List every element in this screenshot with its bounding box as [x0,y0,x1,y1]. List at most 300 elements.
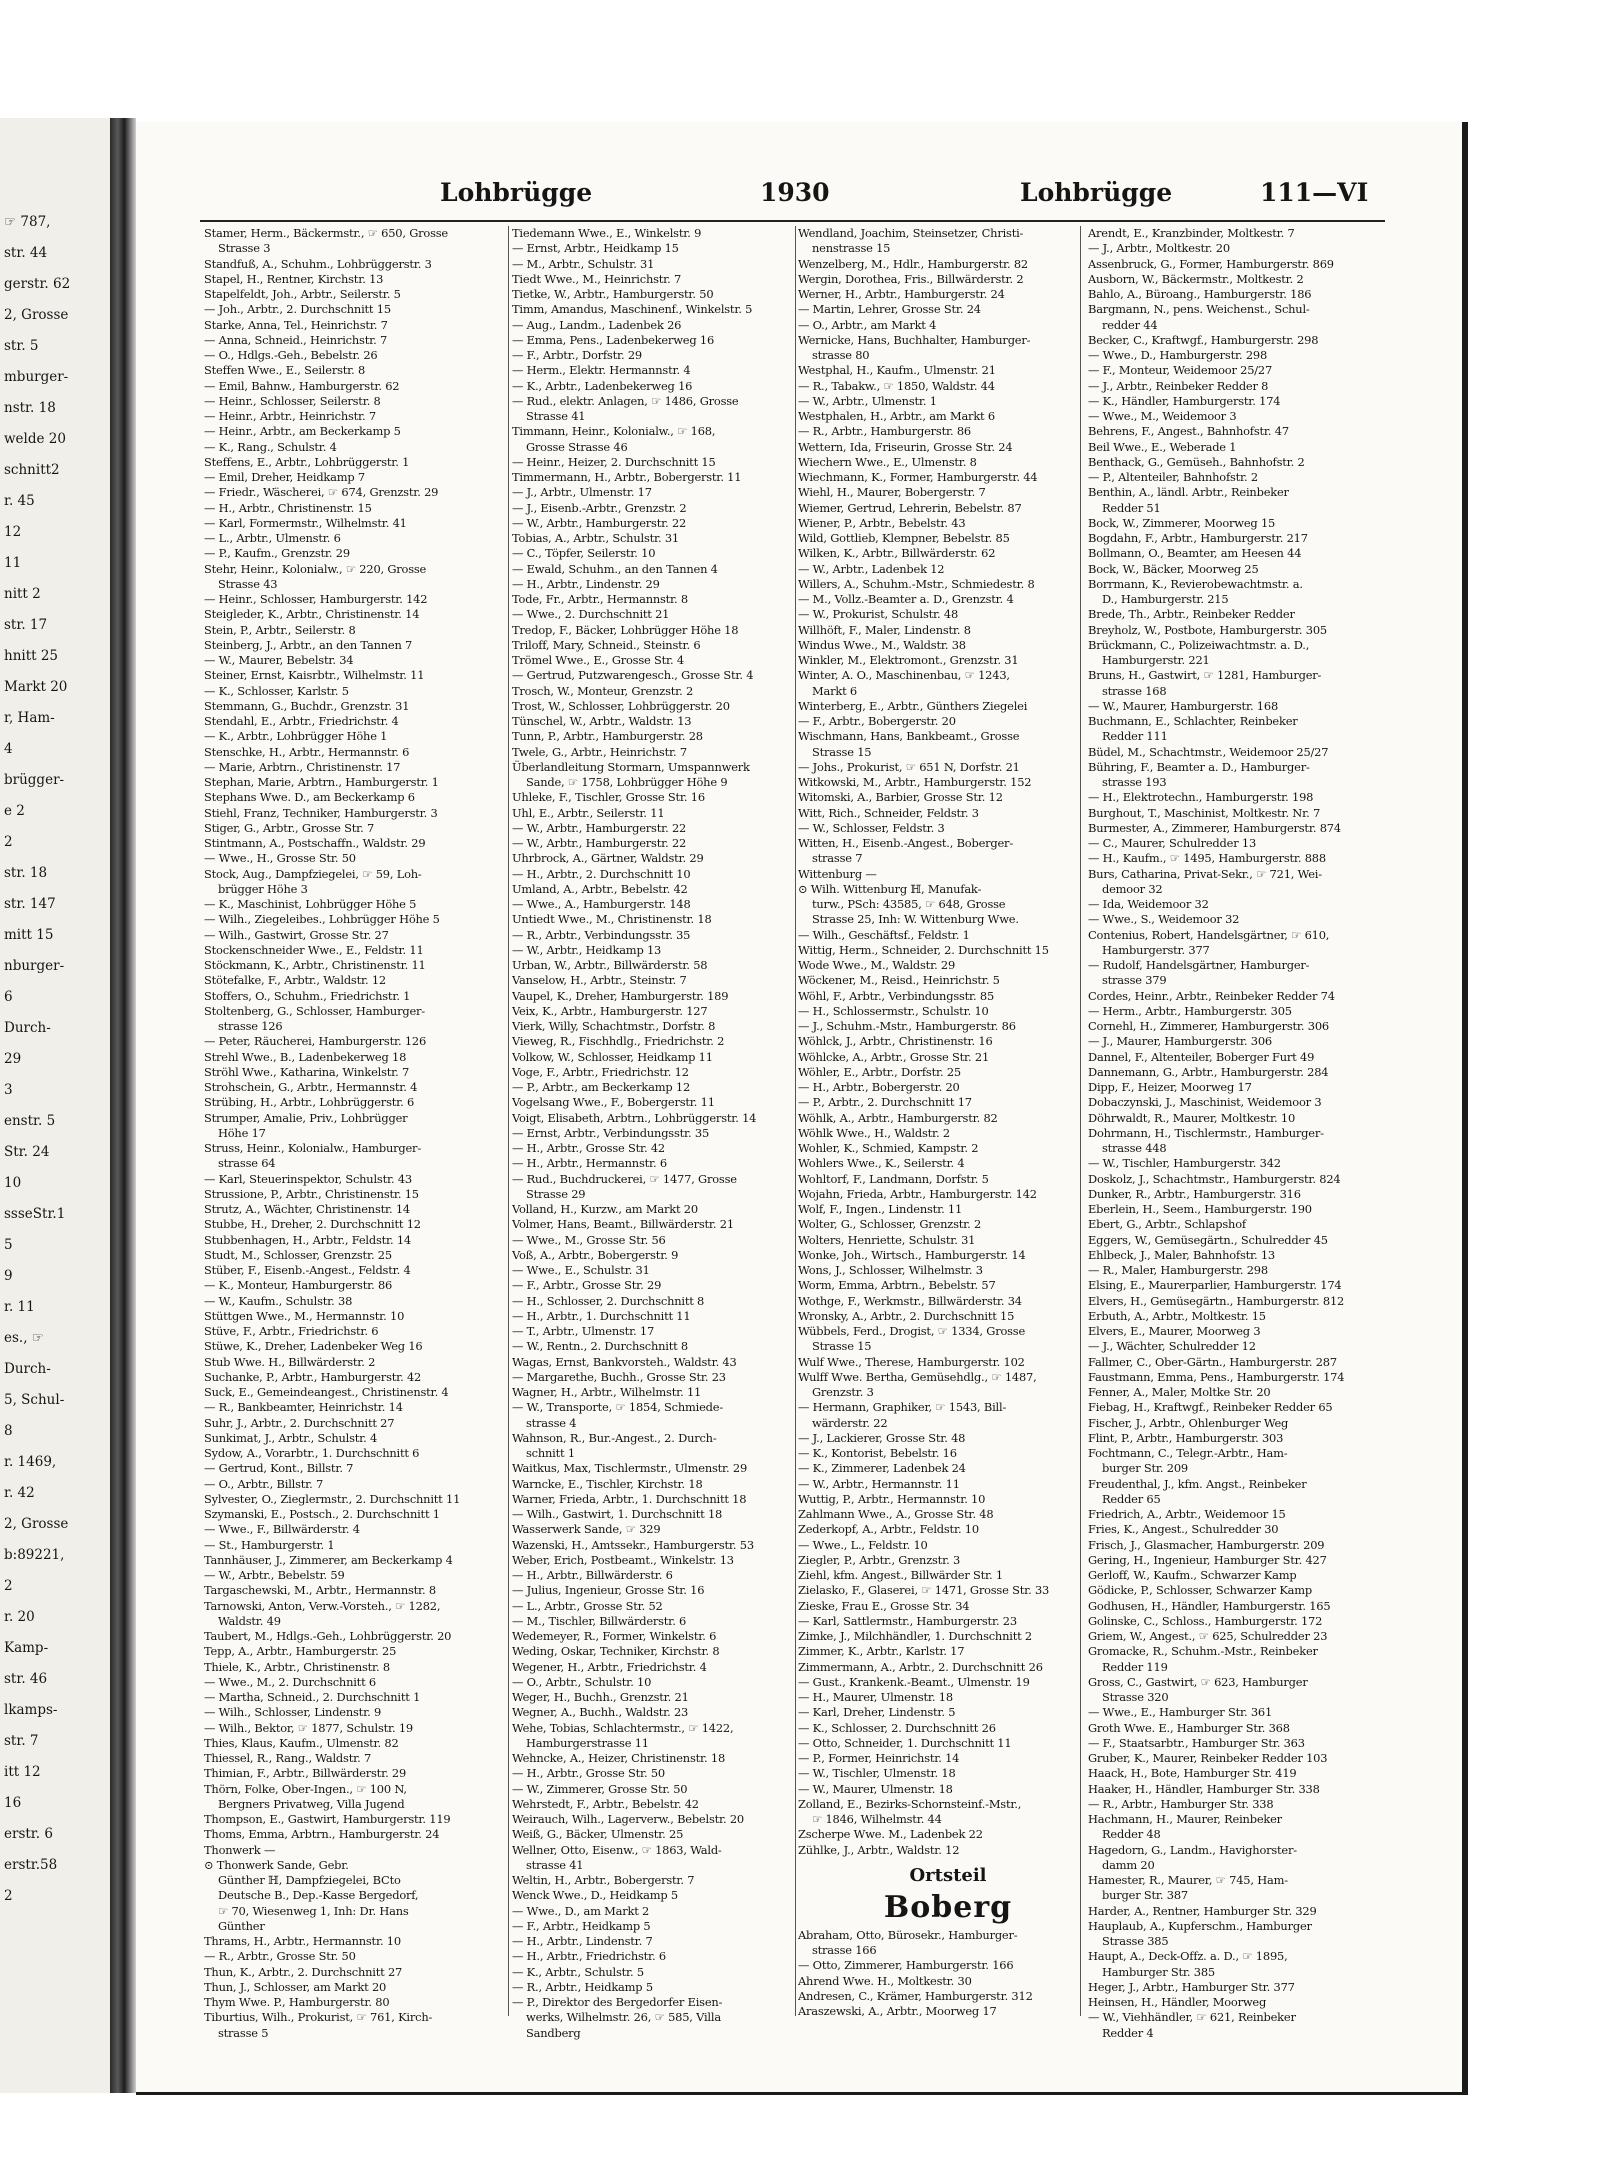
directory-entry: Wagas, Ernst, Bankvorsteh., Waldstr. 43 [512,1354,737,1369]
directory-entry: Harder, A., Rentner, Hamburger Str. 329 [1088,1903,1317,1918]
directory-entry: — W., Arbtr., Hermannstr. 11 [798,1476,960,1491]
directory-entry: Zimmer, K., Arbtr., Karlstr. 17 [798,1644,965,1659]
directory-entry: Strasse 41 [526,409,586,423]
page-number: 111—VI [1260,178,1369,207]
directory-entry: — Friedr., Wäscherei, ☞ 674, Grenzstr. 29 [204,485,439,500]
facing-page-fragment: 5 [4,1237,13,1253]
directory-entry: — F., Arbtr., Grosse Str. 29 [512,1278,662,1293]
directory-entry: Weirauch, Wilh., Lagerverw., Bebelstr. 20 [512,1812,744,1826]
directory-entry: Wazenski, H., Amtssekr., Hamburgerstr. 53 [512,1537,754,1552]
directory-entry: Ausborn, W., Bäckermstr., Moltkestr. 2 [1088,271,1304,286]
directory-entry: Weber, Erich, Postbeamt., Winkelstr. 13 [512,1552,734,1567]
directory-entry: Buchmann, E., Schlachter, Reinbeker [1088,714,1298,728]
column-divider [1080,226,1081,2016]
facing-page-fragment: 9 [4,1268,13,1284]
directory-entry: Wöhlk, A., Arbtr., Hamburgerstr. 82 [798,1110,998,1125]
directory-entry: — Heinr., Arbtr., am Beckerkamp 5 [204,424,401,439]
directory-entry: Thonwerk — [204,1842,276,1857]
directory-entry: Wehe, Tobias, Schlachtermstr., ☞ 1422, [512,1720,734,1735]
directory-entry: strasse 5 [218,2025,269,2040]
directory-entry: Targaschewski, M., Arbtr., Hermannstr. 8 [204,1583,436,1598]
directory-entry: Steigleder, K., Arbtr., Christinenstr. 14 [204,607,420,622]
directory-entry: Grosse Strasse 46 [526,439,628,454]
facing-page-fragment: 2, Grosse [4,307,69,323]
directory-entry: strasse 379 [1102,973,1167,988]
directory-entry: — Wilh., Schlosser, Lindenstr. 9 [204,1705,382,1720]
facing-page-fragment: 2, Grosse [4,1516,69,1532]
directory-entry: Stüve, F., Arbtr., Friedrichstr. 6 [204,1324,379,1338]
directory-entry: Brückmann, C., Polizeiwachtmstr. a. D., [1088,637,1310,652]
directory-entry: Freudenthal, J., kfm. Angst., Reinbeker [1088,1476,1307,1491]
directory-entry: strasse 7 [812,851,863,866]
directory-entry: Borrmann, K., Revierobewachtmstr. a. [1088,576,1303,591]
directory-entry: — Marie, Arbtrn., Christinenstr. 17 [204,759,401,774]
directory-entry: Stoltenberg, G., Schlosser, Hamburger- [204,1003,425,1018]
directory-entry: Bogdahn, F., Arbtr., Hamburgerstr. 217 [1088,531,1308,545]
directory-entry: demoor 32 [1102,881,1163,896]
directory-entry: — M., Tischler, Billwärderstr. 6 [512,1613,687,1628]
directory-entry: Dohrmann, H., Tischlermstr., Hamburger- [1088,1125,1324,1140]
directory-entry: Wernicke, Hans, Buchhalter, Hamburger- [798,332,1031,347]
directory-entry: Weger, H., Buchh., Grenzstr. 21 [512,1690,689,1704]
facing-page-fragment: r. 20 [4,1609,35,1625]
directory-entry: Thym Wwe. P., Hamburgerstr. 80 [204,1995,390,2009]
facing-page-fragment: itt 12 [4,1764,41,1780]
facing-page-fragment: 16 [4,1795,22,1811]
directory-entry: — M., Vollz.-Beamter a. D., Grenzstr. 4 [798,592,1014,606]
directory-entry: Tiedemann Wwe., E., Winkelstr. 9 [512,226,702,240]
directory-entry: Brede, Th., Arbtr., Reinbeker Redder [1088,607,1295,622]
directory-entry: Triloff, Mary, Schneid., Steinstr. 6 [512,637,701,652]
directory-entry: — Wwe., M., Grosse Str. 56 [512,1232,666,1247]
facing-page-fragment: lkamps- [4,1702,58,1718]
directory-entry: — K., Schlosser, 2. Durchschnitt 26 [798,1720,996,1735]
directory-entry: strasse 193 [1102,775,1167,789]
running-title-left: Lohbrügge [440,178,593,207]
directory-entry: — Heinr., Heizer, 2. Durchschnitt 15 [512,454,716,469]
directory-entry: Sydow, A., Vorarbtr., 1. Durchschnitt 6 [204,1446,420,1460]
directory-entry: Eberlein, H., Seem., Hamburgerstr. 190 [1088,1202,1312,1216]
directory-entry: Stubbenhagen, H., Arbtr., Feldstr. 14 [204,1232,411,1247]
directory-entry: Hamburgerstr. 221 [1102,653,1210,667]
directory-entry: — F., Arbtr., Bobergerstr. 20 [798,714,956,728]
directory-entry: — Gertrud, Kont., Billstr. 7 [204,1461,354,1476]
directory-entry: Elvers, H., Gemüsegärtn., Hamburgerstr. 812 [1088,1293,1345,1308]
directory-entry: Redder 111 [1102,729,1168,744]
directory-entry: Thörn, Folke, Ober-Ingen., ☞ 100 N, [204,1781,407,1796]
directory-entry: Wöhl, F., Arbtr., Verbindungsstr. 85 [798,988,995,1003]
directory-entry: Tunn, P., Arbtr., Hamburgerstr. 28 [512,729,703,744]
facing-page-fragment: Kamp- [4,1640,49,1656]
directory-entry: Westphal, H., Kaufm., Ulmenstr. 21 [798,363,996,378]
directory-entry: — F., Arbtr., Dorfstr. 29 [512,348,642,362]
directory-entry: — Karl, Sattlermstr., Hamburgerstr. 23 [798,1613,1017,1628]
directory-entry: — P., Arbtr., am Beckerkamp 12 [512,1080,691,1094]
directory-entry: Andresen, C., Krämer, Hamburgerstr. 312 [798,1988,1033,2003]
directory-entry: Flint, P., Arbtr., Hamburgerstr. 303 [1088,1430,1284,1445]
directory-entry: Thoms, Emma, Arbtrn., Hamburgerstr. 24 [204,1827,440,1842]
directory-entry: Voge, F., Arbtr., Friedrichstr. 12 [512,1064,689,1079]
directory-entry: Wojahn, Frieda, Arbtr., Hamburgerstr. 142 [798,1186,1037,1201]
directory-entry: — O., Arbtr., am Markt 4 [798,317,937,332]
directory-entry: Dunker, R., Arbtr., Hamburgerstr. 316 [1088,1186,1301,1201]
directory-entry: Strussione, P., Arbtr., Christinenstr. 15 [204,1186,419,1201]
directory-entry: Redder 51 [1102,500,1161,515]
directory-entry: Stöckmann, K., Arbtr., Christinenstr. 11 [204,958,426,972]
directory-entry: Beil Wwe., E., Weberade 1 [1088,439,1237,454]
directory-entry: D., Hamburgerstr. 215 [1102,592,1229,606]
directory-entry: — Wwe., H., Grosse Str. 50 [204,851,356,866]
directory-entry: Zieske, Frau E., Grosse Str. 34 [798,1598,970,1613]
directory-entry: Fiebag, H., Kraftwgf., Reinbeker Redder 65 [1088,1400,1333,1415]
directory-entry: Bergners Privatweg, Villa Jugend [218,1796,405,1811]
directory-entry: Stenschke, H., Arbtr., Hermannstr. 6 [204,744,410,759]
directory-entry: — W., Schlosser, Feldstr. 3 [798,820,945,835]
directory-entry: Stockenschneider Wwe., E., Feldstr. 11 [204,942,424,957]
directory-entry: Witkowski, M., Arbtr., Hamburgerstr. 152 [798,775,1032,789]
directory-entry: Stiehl, Franz, Techniker, Hamburgerstr. 3 [204,805,438,820]
directory-entry: — Wwe., D., Hamburgerstr. 298 [1088,348,1268,362]
directory-entry: Hamester, R., Maurer, ☞ 745, Ham- [1088,1873,1288,1887]
directory-entry: Gross, C., Gastwirt, ☞ 623, Hamburger [1088,1674,1308,1689]
facing-page-fragment: Durch- [4,1020,51,1036]
directory-entry: Worm, Emma, Arbtrn., Bebelstr. 57 [798,1278,996,1293]
directory-entry: Wischmann, Hans, Bankbeamt., Grosse [798,729,1020,744]
facing-page-fragment: 2 [4,1888,13,1904]
directory-entry: Strasse 15 [812,1339,872,1354]
directory-entry: — C., Töpfer, Seilerstr. 10 [512,546,656,561]
directory-entry: — Wwe., E., Hamburger Str. 361 [1088,1705,1273,1720]
facing-page-fragment: ssseStr.1 [4,1206,66,1222]
directory-entry: Burmester, A., Zimmerer, Hamburgerstr. 874 [1088,820,1341,835]
directory-entry: — W., Arbtr., Heidkamp 13 [512,942,662,957]
directory-entry: Wagner, H., Arbtr., Wilhelmstr. 11 [512,1385,702,1399]
directory-entry: Haack, H., Bote, Hamburger Str. 419 [1088,1766,1297,1781]
directory-entry: Witt, Rich., Schneider, Feldstr. 3 [798,805,979,820]
directory-entry: — W., Arbtr., Ladenbek 12 [798,561,945,576]
directory-entry: Weltin, H., Arbtr., Bobergerstr. 7 [512,1873,695,1887]
directory-entry: Burs, Catharina, Privat-Sekr., ☞ 721, Wei- [1088,866,1322,881]
directory-entry: Wellner, Otto, Eisenw., ☞ 1863, Wald- [512,1842,722,1857]
directory-entry: Redder 48 [1102,1827,1161,1842]
directory-entry: — W., Viehhändler, ☞ 621, Reinbeker [1088,2010,1296,2025]
directory-entry: Vieweg, R., Fischhdlg., Friedrichstr. 2 [512,1034,725,1049]
directory-entry: Wild, Gottlieb, Klempner, Bebelstr. 85 [798,531,1010,545]
directory-entry: Wahnson, R., Bur.-Angest., 2. Durch- [512,1430,717,1445]
directory-entry: Bahlo, A., Büroang., Hamburgerstr. 186 [1088,287,1312,301]
directory-entry: — O., Hdlgs.-Geh., Bebelstr. 26 [204,348,378,362]
directory-entry: strasse 168 [1102,683,1167,698]
directory-entry: burger Str. 387 [1102,1888,1188,1903]
facing-page-fragment: schnitt2 [4,462,60,478]
directory-entry: Urban, W., Arbtr., Billwärderstr. 58 [512,958,708,972]
directory-entry: Untiedt Wwe., M., Christinenstr. 18 [512,912,712,927]
facing-page-fragment: 10 [4,1175,22,1191]
column-4 [1088,226,1388,2046]
directory-entry: — Ida, Weidemoor 32 [1088,897,1209,911]
facing-page-fragment: str. 17 [4,617,48,633]
directory-entry: Dipp, F., Heizer, Moorweg 17 [1088,1080,1252,1094]
directory-entry: — Wwe., A., Hamburgerstr. 148 [512,897,691,911]
directory-entry: Werner, H., Arbtr., Hamburgerstr. 24 [798,287,1005,301]
directory-entry: Elvers, E., Maurer, Moorweg 3 [1088,1324,1261,1338]
directory-entry: — K., Händler, Hamburgerstr. 174 [1088,393,1281,408]
directory-entry: Tepp, A., Arbtr., Hamburgerstr. 25 [204,1644,397,1659]
directory-entry: Wenzelberg, M., Hdlr., Hamburgerstr. 82 [798,256,1028,271]
directory-entry: Stüber, F., Eisenb.-Angest., Feldstr. 4 [204,1263,411,1277]
facing-page-fragment: 29 [4,1051,22,1067]
directory-entry: Redder 65 [1102,1491,1161,1506]
directory-entry: — Wwe., E., Schulstr. 31 [512,1263,650,1277]
directory-entry: Ströhl Wwe., Katharina, Winkelstr. 7 [204,1064,410,1079]
directory-entry: Steiner, Ernst, Kaisrbtr., Wilhelmstr. 11 [204,668,425,683]
directory-entry: Tannhäuser, J., Zimmerer, am Beckerkamp 4 [204,1552,453,1567]
facing-page-fragment: erstr. 6 [4,1826,53,1842]
directory-entry: Wolf, F., Ingen., Lindenstr. 11 [798,1202,963,1216]
facing-page-fragment: 8 [4,1423,13,1439]
directory-entry: Vanselow, H., Arbtr., Steinstr. 7 [512,973,687,988]
directory-entry: — R., Maler, Hamburgerstr. 298 [1088,1263,1268,1277]
directory-entry: Wittenburg — [798,866,877,881]
facing-page-fragment: es., ☞ [4,1330,44,1346]
directory-entry: Weding, Oskar, Techniker, Kirchstr. 8 [512,1644,720,1659]
directory-entry: Frisch, J., Glasmacher, Hamburgerstr. 209 [1088,1537,1325,1552]
directory-entry: Wilken, K., Arbtr., Billwärderstr. 62 [798,546,996,561]
directory-entry: Zolland, E., Bezirks-Schornsteinf.-Mstr., [798,1796,1022,1811]
directory-entry: Ziegler, P., Arbtr., Grenzstr. 3 [798,1552,961,1567]
directory-entry: — K., Kontorist, Bebelstr. 16 [798,1446,957,1460]
directory-entry: Arendt, E., Kranzbinder, Moltkestr. 7 [1088,226,1295,240]
directory-entry: Vierk, Willy, Schachtmstr., Dorfstr. 8 [512,1019,716,1033]
directory-entry: — Karl, Dreher, Lindenstr. 5 [798,1705,956,1720]
directory-entry: Wettern, Ida, Friseurin, Grosse Str. 24 [798,439,1013,454]
directory-entry: Stoffers, O., Schuhm., Friedrichstr. 1 [204,988,411,1003]
directory-entry: Stephan, Marie, Arbtrn., Hamburgerstr. 1 [204,775,439,789]
directory-entry: Weiß, G., Bäcker, Ulmenstr. 25 [512,1827,684,1842]
directory-entry: Wiechmann, K., Former, Hamburgerstr. 44 [798,470,1038,484]
facing-page-fragment: str. 7 [4,1733,39,1749]
directory-entry: Strasse 320 [1102,1690,1169,1704]
directory-entry: Willhöft, F., Maler, Lindenstr. 8 [798,622,971,637]
directory-entry: — W., Rentn., 2. Durchschnitt 8 [512,1339,688,1354]
directory-entry: Markt 6 [812,683,857,698]
directory-entry: — L., Arbtr., Grosse Str. 52 [512,1598,663,1613]
directory-entry: — Rudolf, Handelsgärtner, Hamburger- [1088,958,1310,972]
directory-entry: Stapel, H., Rentner, Kirchstr. 13 [204,271,384,286]
directory-entry: — P., Former, Heinrichstr. 14 [798,1751,960,1765]
directory-entry: Voigt, Elisabeth, Arbtrn., Lohbrüggerstr. 14 [512,1110,757,1125]
directory-entry: Strasse 25, Inh: W. Wittenburg Wwe. [812,912,1019,927]
directory-entry: — Heinr., Schlosser, Hamburgerstr. 142 [204,592,428,606]
directory-entry: damm 20 [1102,1857,1155,1872]
facing-page-fragment: 12 [4,524,22,540]
directory-entry: Wronsky, A., Arbtr., 2. Durchschnitt 15 [798,1308,1015,1323]
column-divider [795,226,796,2016]
directory-entry: — Otto, Zimmerer, Hamburgerstr. 166 [798,1958,1014,1973]
directory-entry: Thun, K., Arbtr., 2. Durchschnitt 27 [204,1964,403,1979]
directory-entry: — H., Schlosser, 2. Durchschnitt 8 [512,1293,705,1308]
directory-entry: Doskolz, J., Schachtmstr., Hamburgerstr. 824 [1088,1171,1341,1186]
facing-page-fragment: r. 45 [4,493,35,509]
directory-entry: — Karl, Formermstr., Wilhelmstr. 41 [204,515,407,530]
directory-entry: — Gust., Krankenk.-Beamt., Ulmenstr. 19 [798,1674,1030,1689]
directory-entry: Stubbe, H., Dreher, 2. Durchschnitt 12 [204,1217,421,1232]
directory-entry: Ebert, G., Arbtr., Schlapshof [1088,1217,1246,1232]
directory-entry: — O., Arbtr., Schulstr. 10 [512,1674,652,1689]
directory-entry: Hamburger Str. 385 [1102,1964,1215,1979]
directory-entry: Stendahl, E., Arbtr., Friedrichstr. 4 [204,714,399,728]
directory-entry: Strutz, A., Wächter, Christinenstr. 14 [204,1202,411,1216]
directory-entry: Überlandleitung Stormarn, Umspannwerk [512,759,750,774]
facing-page-fragment: Markt 20 [4,679,68,695]
directory-entry: Redder 4 [1102,2025,1154,2040]
directory-entry: strasse 448 [1102,1141,1167,1155]
directory-entry: Stemmann, G., Buchdr., Grenzstr. 31 [204,698,410,713]
directory-entry: Zahlmann Wwe., A., Grosse Str. 48 [798,1507,994,1521]
directory-entry: Stein, P., Arbtr., Seilerstr. 8 [204,622,356,637]
directory-entry: Wohltorf, F., Landmann, Dorfstr. 5 [798,1171,989,1186]
directory-entry: — Wilh., Ziegeleibes., Lohbrügger Höhe 5 [204,912,440,927]
directory-entry: strasse 4 [526,1415,577,1430]
directory-entry: — O., Arbtr., Billstr. 7 [204,1476,324,1491]
page-header [200,178,1385,214]
facing-page-fragment: nburger- [4,958,65,974]
directory-entry: — R., Arbtr., Verbindungsstr. 35 [512,927,691,942]
directory-entry: — H., Arbtr., Billwärderstr. 6 [512,1568,673,1582]
directory-entry: Döhrwaldt, R., Maurer, Moltkestr. 10 [1088,1110,1296,1125]
directory-entry: — H., Maurer, Ulmenstr. 18 [798,1690,953,1704]
directory-entry: Höhe 17 [218,1125,266,1140]
directory-entry: — Martha, Schneid., 2. Durchschnitt 1 [204,1690,421,1704]
directory-entry: — Wilh., Bektor, ☞ 1877, Schulstr. 19 [204,1720,413,1735]
facing-page-fragment: r, Ham- [4,710,55,726]
directory-entry: Breyholz, W., Postbote, Hamburgerstr. 305 [1088,622,1327,637]
directory-entry: Günther [218,1918,265,1933]
directory-entry: Tietke, W., Arbtr., Hamburgerstr. 50 [512,287,714,301]
directory-entry: — R., Arbtr., Hamburgerstr. 86 [798,424,971,439]
directory-entry: — J., Maurer, Hamburgerstr. 306 [1088,1034,1272,1049]
directory-entry: Stintmann, A., Postschaffn., Waldstr. 29 [204,836,426,850]
directory-entry: — W., Maurer, Hamburgerstr. 168 [1088,698,1279,713]
directory-entry: — W., Maurer, Bebelstr. 34 [204,653,354,667]
directory-entry: — Wwe., S., Weidemoor 32 [1088,912,1240,927]
directory-entry: Wasserwerk Sande, ☞ 329 [512,1522,661,1537]
directory-entry: — K., Monteur, Hamburgerstr. 86 [204,1278,393,1293]
directory-entry: Steffen Wwe., E., Seilerstr. 8 [204,363,366,378]
directory-entry: Volmer, Hans, Beamt., Billwärderstr. 21 [512,1217,734,1232]
directory-entry: — F., Staatsarbtr., Hamburger Str. 363 [1088,1735,1305,1750]
directory-entry: Starke, Anna, Tel., Heinrichstr. 7 [204,317,388,332]
directory-entry: — F., Arbtr., Heidkamp 5 [512,1918,651,1933]
directory-entry: nenstrasse 15 [812,241,891,256]
book-gutter [110,118,136,2093]
directory-entry: Wiener, P., Arbtr., Bebelstr. 43 [798,515,966,530]
header-rule [200,220,1385,222]
directory-entry: Wehncke, A., Heizer, Christinenstr. 18 [512,1751,726,1765]
directory-entry: Bruns, H., Gastwirt, ☞ 1281, Hamburger- [1088,668,1322,683]
directory-entry: Bühring, F., Beamter a. D., Hamburger- [1088,759,1310,774]
directory-entry: Winkler, M., Elektromont., Grenzstr. 31 [798,653,1019,667]
facing-page-fragment: 2 [4,834,13,850]
directory-entry: Wiehl, H., Maurer, Bobergerstr. 7 [798,485,986,500]
facing-page-fragment: brügger- [4,772,65,788]
directory-entry: Zimke, J., Milchhändler, 1. Durchschnitt 2 [798,1629,1032,1643]
directory-entry: Wergin, Dorothea, Fris., Billwärderstr. 2 [798,271,1024,286]
section-label: Ortsteil [909,1864,987,1886]
directory-entry: Sandberg [526,2025,581,2040]
directory-entry: Taubert, M., Hdlgs.-Geh., Lohbrüggerstr. 20 [204,1629,452,1643]
directory-entry: Hamburgerstrasse 11 [526,1735,649,1750]
directory-entry: — K., Schlosser, Karlstr. 5 [204,683,349,698]
directory-entry: Trosch, W., Monteur, Grenzstr. 2 [512,683,694,698]
directory-entry: Assenbruck, G., Former, Hamburgerstr. 869 [1088,256,1334,271]
directory-entry: Griem, W., Angest., ☞ 625, Schulredder 23 [1088,1629,1328,1643]
directory-entry: Fries, K., Angest., Schulredder 30 [1088,1522,1279,1537]
directory-entry: Vaupel, K., Dreher, Hamburgerstr. 189 [512,988,729,1003]
directory-entry: Tobias, A., Arbtr., Schulstr. 31 [512,531,679,545]
directory-entry: Suhr, J., Arbtr., 2. Durchschnitt 27 [204,1415,395,1430]
directory-entry: — Peter, Räucherei, Hamburgerstr. 126 [204,1034,427,1049]
facing-page-fragment: 6 [4,989,13,1005]
directory-entry: Voß, A., Arbtr., Bobergerstr. 9 [512,1247,679,1262]
directory-entry: — H., Schlossermstr., Schulstr. 10 [798,1003,989,1018]
directory-entry: — W., Tischler, Hamburgerstr. 342 [1088,1156,1281,1171]
directory-entry: — W., Prokurist, Schulstr. 48 [798,607,959,622]
directory-entry: — K., Rang., Schulstr. 4 [204,439,337,454]
column-1 [204,226,504,2046]
directory-entry: Timm, Amandus, Maschinenf., Winkelstr. 5 [512,302,753,317]
facing-page-fragment: Durch- [4,1361,51,1377]
directory-entry: Wulf Wwe., Therese, Hamburgerstr. 102 [798,1354,1025,1369]
directory-entry: Strübing, H., Arbtr., Lohbrüggerstr. 6 [204,1095,415,1110]
directory-entry: Wehrstedt, F., Arbtr., Bebelstr. 42 [512,1796,699,1811]
directory-entry: Thrams, H., Arbtr., Hermannstr. 10 [204,1934,401,1948]
directory-entry: schnitt 1 [526,1446,575,1460]
directory-entry: — J., Wächter, Schulredder 12 [1088,1339,1256,1354]
directory-entry: — Karl, Steuerinspektor, Schulstr. 43 [204,1171,412,1186]
directory-entry: Burghout, T., Maschinist, Moltkestr. Nr. 7 [1088,805,1321,820]
directory-entry: — R., Bankbeamter, Heinrichstr. 14 [204,1400,403,1415]
directory-entry: Benthack, G., Gemüseh., Bahnhofstr. 2 [1088,454,1305,469]
directory-entry: Bock, W., Bäcker, Moorweg 25 [1088,561,1259,576]
facing-page-fragment: gerstr. 62 [4,276,71,292]
directory-entry: Elsing, E., Maurerparlier, Hamburgerstr. 174 [1088,1278,1342,1293]
directory-entry: Gerloff, W., Kaufm., Schwarzer Kamp [1088,1568,1297,1582]
directory-entry: Eggers, W., Gemüsegärtn., Schulredder 45 [1088,1232,1328,1247]
directory-entry: — J., Lackierer, Grosse Str. 48 [798,1430,966,1445]
facing-page-fragment: enstr. 5 [4,1113,56,1129]
directory-entry: Studt, M., Schlosser, Grenzstr. 25 [204,1247,392,1262]
directory-entry: Wode Wwe., M., Waldstr. 29 [798,958,956,972]
directory-entry: — W., Arbtr., Hamburgerstr. 22 [512,836,687,850]
directory-entry: Wendland, Joachim, Steinsetzer, Christi- [798,226,1024,240]
directory-entry: Witomski, A., Barbier, Grosse Str. 12 [798,790,1003,805]
directory-entry: — F., Monteur, Weidemoor 25/27 [1088,363,1273,378]
directory-entry: Wiechern Wwe., E., Ulmenstr. 8 [798,454,977,469]
directory-entry: — Julius, Ingenieur, Grosse Str. 16 [512,1583,705,1598]
directory-entry: Wübbels, Ferd., Drogist, ☞ 1334, Grosse [798,1324,1026,1338]
directory-entry: wärderstr. 22 [812,1415,888,1430]
directory-entry: Wegner, A., Buchh., Waldstr. 23 [512,1705,689,1720]
directory-entry: Tarnowski, Anton, Verw.-Vorsteh., ☞ 1282, [204,1598,441,1613]
directory-entry: Abraham, Otto, Bürosekr., Hamburger- [798,1927,1018,1942]
directory-entry: Faustmann, Emma, Pens., Hamburgerstr. 174 [1088,1369,1345,1384]
directory-entry: Wonke, Joh., Wirtsch., Hamburgerstr. 14 [798,1247,1026,1262]
section-title: Boberg [883,1889,1013,1925]
directory-entry: Thiessel, R., Rang., Waldstr. 7 [204,1751,372,1765]
directory-entry: — K., Arbtr., Schulstr. 5 [512,1964,644,1979]
directory-entry: Strasse 385 [1102,1934,1169,1948]
